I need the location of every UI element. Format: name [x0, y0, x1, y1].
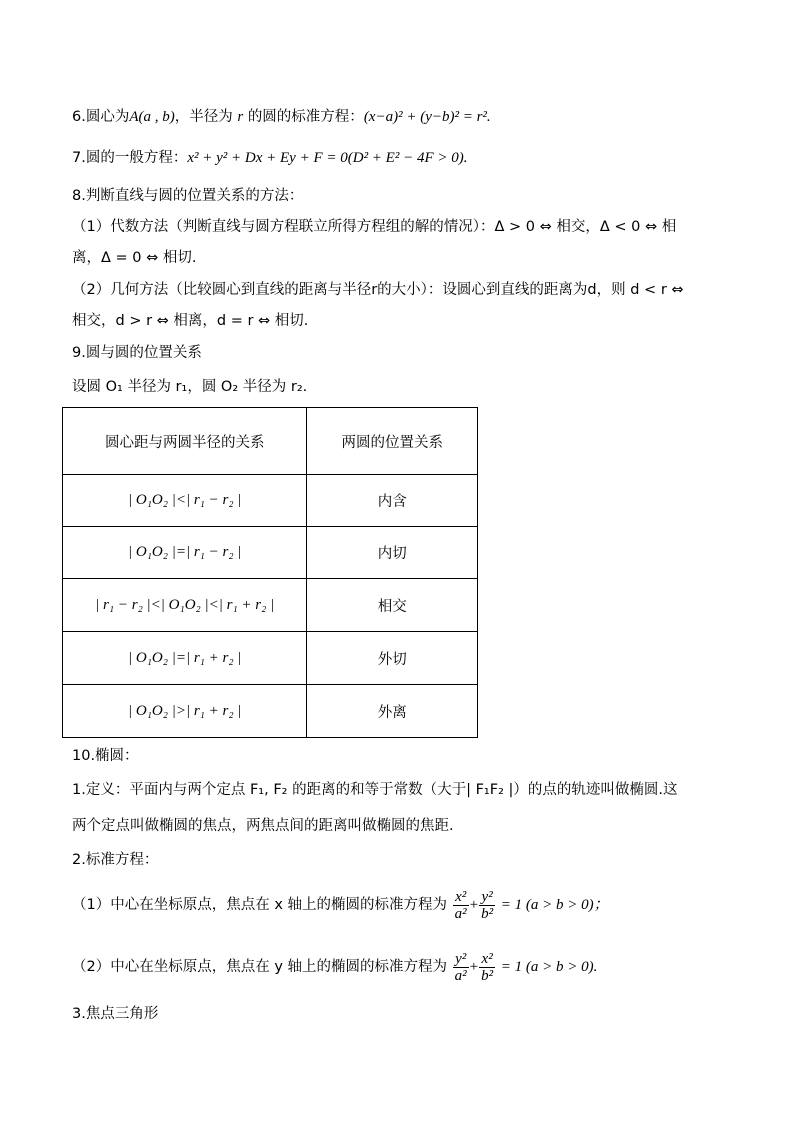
std1-fraction-y	[479, 889, 495, 922]
item8-method2-line1: （2）几何方法（比较圆心到直线的距离与半径r的大小）：设圆心到直线的距离为d，则 d < r ⇔	[72, 282, 684, 298]
item6-suffix: 的圆的标准方程：	[247, 109, 364, 125]
table-header-position: 两圆的位置关系	[307, 408, 478, 475]
item8-method1-line2: 离，Δ = 0 ⇔ 相切.	[72, 250, 197, 266]
table-row	[63, 527, 478, 579]
item7-equation: x² + y² + Dx + Ey + F = 0(D² + E² − 4F > 0).	[187, 150, 468, 166]
std2-num1: y²	[453, 951, 469, 968]
std2-den2: b²	[481, 967, 494, 984]
std1-num2: y²	[479, 889, 495, 906]
item8-method1-line1: （1）代数方法（判断直线与圆方程联立所得方程组的解的情况）：Δ > 0 ⇔ 相交，Δ < 0 ⇔ 相	[72, 219, 677, 235]
item10-title: 10.椭圆：	[72, 748, 139, 764]
table-row	[63, 685, 478, 738]
std1-num1: x²	[453, 889, 469, 906]
item9-title: 9.圆与圆的位置关系	[72, 345, 202, 361]
table-cell-position: 内含	[307, 475, 478, 527]
std2-fraction-x	[479, 951, 495, 984]
std1-tail: = 1 (a > b > 0)；	[500, 897, 609, 913]
item10-standard-title: 2.标准方程：	[72, 852, 159, 868]
table-header-relation: 圆心距与两圆半径的关系	[63, 408, 307, 475]
table-cell-position: 相交	[307, 579, 478, 632]
table-cell-relation: | O₁O₂ |>| r₁ + r₂ |	[63, 685, 307, 738]
std2-tail: = 1 (a > b > 0).	[500, 959, 598, 975]
item7-prefix: 7.圆的一般方程：	[72, 150, 188, 166]
table-row	[63, 579, 478, 632]
table-cell-relation: | O₁O₂ |=| r₁ + r₂ |	[63, 632, 307, 685]
table-cell-relation: | r₁ − r₂ |<| O₁O₂ |<| r₁ + r₂ |	[63, 579, 307, 632]
table-cell-position: 内切	[307, 527, 478, 579]
item6-r: r	[237, 109, 244, 125]
item6-prefix: 6.圆心为	[72, 109, 130, 125]
item10-definition-line1: 1.定义：平面内与两个定点 F₁, F₂ 的距离的和等于常数（大于| F₁F₂ |）的点的轨迹叫做椭圆.这	[72, 782, 678, 798]
item10-definition-line2: 两个定点叫做椭圆的焦点，两焦点间的距离叫做椭圆的焦距.	[72, 818, 454, 834]
table-cell-position: 外切	[307, 632, 478, 685]
table-cell-position: 外离	[307, 685, 478, 738]
item10-focal-title: 3.焦点三角形	[72, 1006, 159, 1022]
item6-center: A(a , b)	[129, 109, 175, 125]
item8-method2-line2: 相交，d > r ⇔ 相离，d = r ⇔ 相切.	[72, 313, 309, 329]
std2-den1: a²	[454, 967, 467, 984]
item7-line	[72, 148, 468, 168]
item6-mid: ，半径为	[174, 109, 233, 125]
item6-line	[72, 107, 491, 127]
table-cell-relation: | O₁O₂ |<| r₁ − r₂ |	[63, 475, 307, 527]
item10-standard-eq1: （1）中心在坐标原点，焦点在 x 轴上的椭圆的标准方程为 $\frac{\text{x²}}{\text{a²}}$ + $\frac{\text{y²}}{\text{b²}}$ = 1 (a > b > 0)；	[72, 888, 609, 922]
item8-title: 8.判断直线与圆的位置关系的方法：	[72, 188, 304, 204]
table-row	[63, 475, 478, 527]
std1-fraction-x	[453, 889, 469, 922]
table-header-row	[63, 408, 478, 475]
item6-equation: (x−a)² + (y−b)² = r².	[363, 109, 491, 125]
table-row	[63, 632, 478, 685]
std1-text: （1）中心在坐标原点，焦点在 x 轴上的椭圆的标准方程为	[72, 897, 448, 913]
table-cell-relation: | O₁O₂ |=| r₁ − r₂ |	[63, 527, 307, 579]
std2-num2: x²	[479, 951, 495, 968]
std1-den2: b²	[481, 905, 494, 922]
item10-standard-eq2: （2）中心在坐标原点，焦点在 y 轴上的椭圆的标准方程为 $\frac{\text{y²}}{\text{a²}}$ + $\frac{\text{x²}}{\text{b²}}$ = 1 (a > b > 0).	[72, 950, 598, 984]
std2-fraction-y	[453, 951, 469, 984]
item9-intro: 设圆 O₁ 半径为 r₁，圆 O₂ 半径为 r₂.	[72, 379, 308, 395]
std2-text: （2）中心在坐标原点，焦点在 y 轴上的椭圆的标准方程为	[72, 959, 448, 975]
circle-relation-table	[62, 407, 478, 738]
std1-den1: a²	[454, 905, 467, 922]
